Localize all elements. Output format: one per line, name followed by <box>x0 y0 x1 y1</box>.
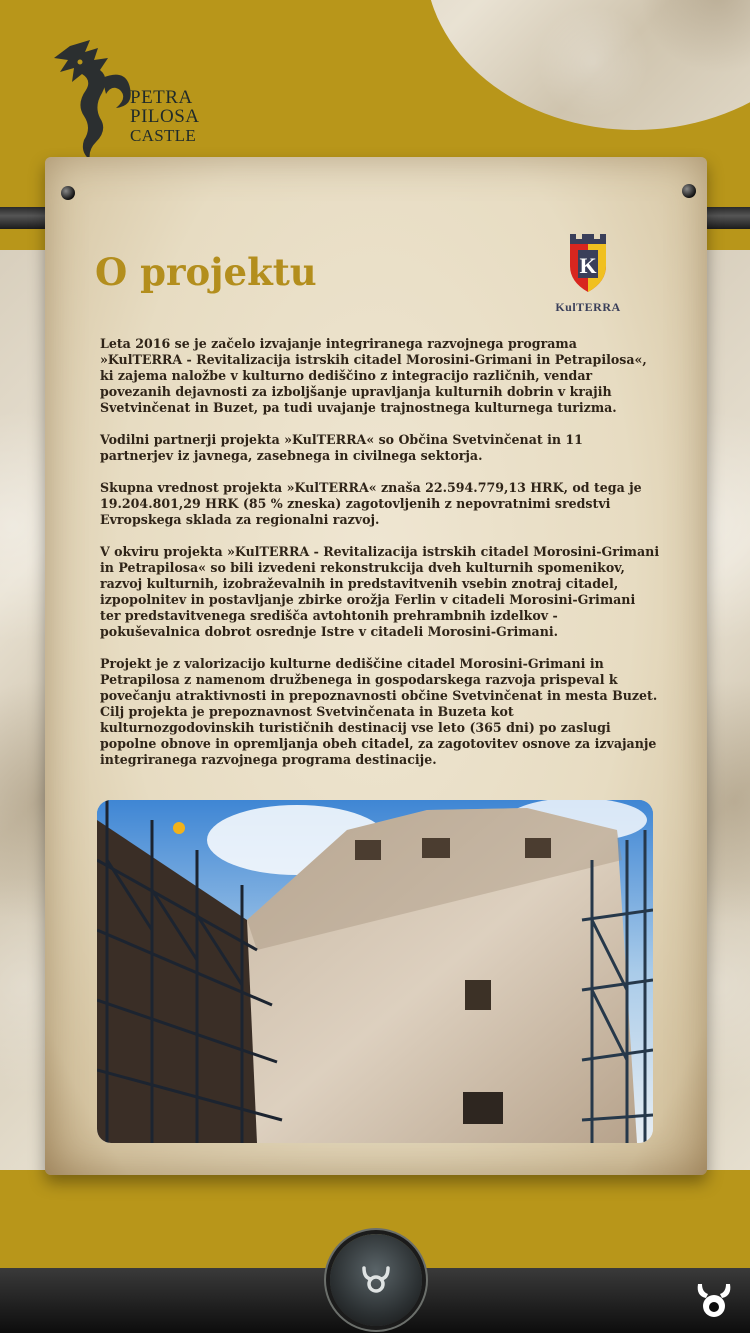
page-title: O projektu <box>95 250 317 294</box>
project-description <box>100 336 660 784</box>
brand-logo[interactable] <box>50 38 220 163</box>
castle-restoration-photo <box>97 800 653 1143</box>
bull-head-icon <box>692 1280 736 1324</box>
dragon-logo-icon <box>50 38 140 163</box>
partner-logo-label: KulTERRA <box>555 300 621 314</box>
brand-line-2: PILOSA <box>130 106 200 127</box>
brand-line-1: PETRA <box>130 87 193 108</box>
paragraph-4: V okviru projekta »KulTERRA - Revitalizacija istrskih citadel Morosini-Grimani in Petrapilosa« so bili izvedeni rekonstrukcija dveh kulturnih spomenikov, razvoj kulturnih, izobraževalnih in predstavitvenih vsebin znotraj citadel, izpopolnitev in postavljanje zbirke orožja Ferlin v citadeli Morosini-Grimani ter predstavitvenega središča avtohtonih prehrambnih izdelkov - pokuševalnica dobrot osrednje Istre v citadeli Morosini-Grimani. <box>100 544 660 639</box>
paragraph-3: Skupna vrednost projekta »KulTERRA« znaša 22.594.779,13 HRK, od tega je 19.204.801,29 HRK (85 % zneska) zagotovljenih z nepovratnimi sredstvi Evropskega sklada za regionalni razvoj. <box>100 480 642 527</box>
paragraph-5: Projekt je z valorizacijo kulturne dediščine citadel Morosini-Grimani in Petrapilosa z namenom družbenega in gospodarskega razvoja prispeval k povečanju atraktivnosti in prepoznavnosti občine Svetvinčenat in mesta Buzet. Cilj projekta je prepoznavnost Svetvinčenata in Buzeta kot kulturnozgodovinskih turističnih destinacij vse leto (365 dni) po zaslugi popolne obnove in opremljanja obeh citadel, za zagotovitev osnove za izvajanje integriranega razvojnega programa destinacije. <box>100 656 658 767</box>
menu-button[interactable] <box>692 1280 736 1324</box>
rivet-right <box>682 184 696 198</box>
paragraph-2: Vodilni partnerji projekta »KulTERRA« so Občina Svetvinčenat in 11 partnerjev iz javnega, zasebnega in civilnega sektorja. <box>100 432 583 463</box>
stone-wall-right <box>700 250 750 1170</box>
partner-logo <box>548 230 628 320</box>
kulterra-shield-icon <box>548 230 628 294</box>
bull-horns-icon <box>356 1260 396 1300</box>
brand-line-3: CASTLE <box>130 126 197 145</box>
home-button[interactable] <box>330 1234 422 1326</box>
rivet-left <box>61 186 75 200</box>
stone-circle-decoration <box>425 0 750 130</box>
paragraph-1: Leta 2016 se je začelo izvajanje integriranega razvojnega programa »KulTERRA - Revitalizacija istrskih citadel Morosini-Grimani in Petrapilosa«, ki zajema naložbe v kulturno dediščino z integracijo različnih, vendar povezanih dejavnosti za izboljšanje upravljanja kulturnih dobrin v krajih Svetvinčenat in Buzet, pa tudi uvajanje trajnostnega kulturnega turizma. <box>100 336 647 415</box>
svg-text:K: K <box>579 253 597 278</box>
